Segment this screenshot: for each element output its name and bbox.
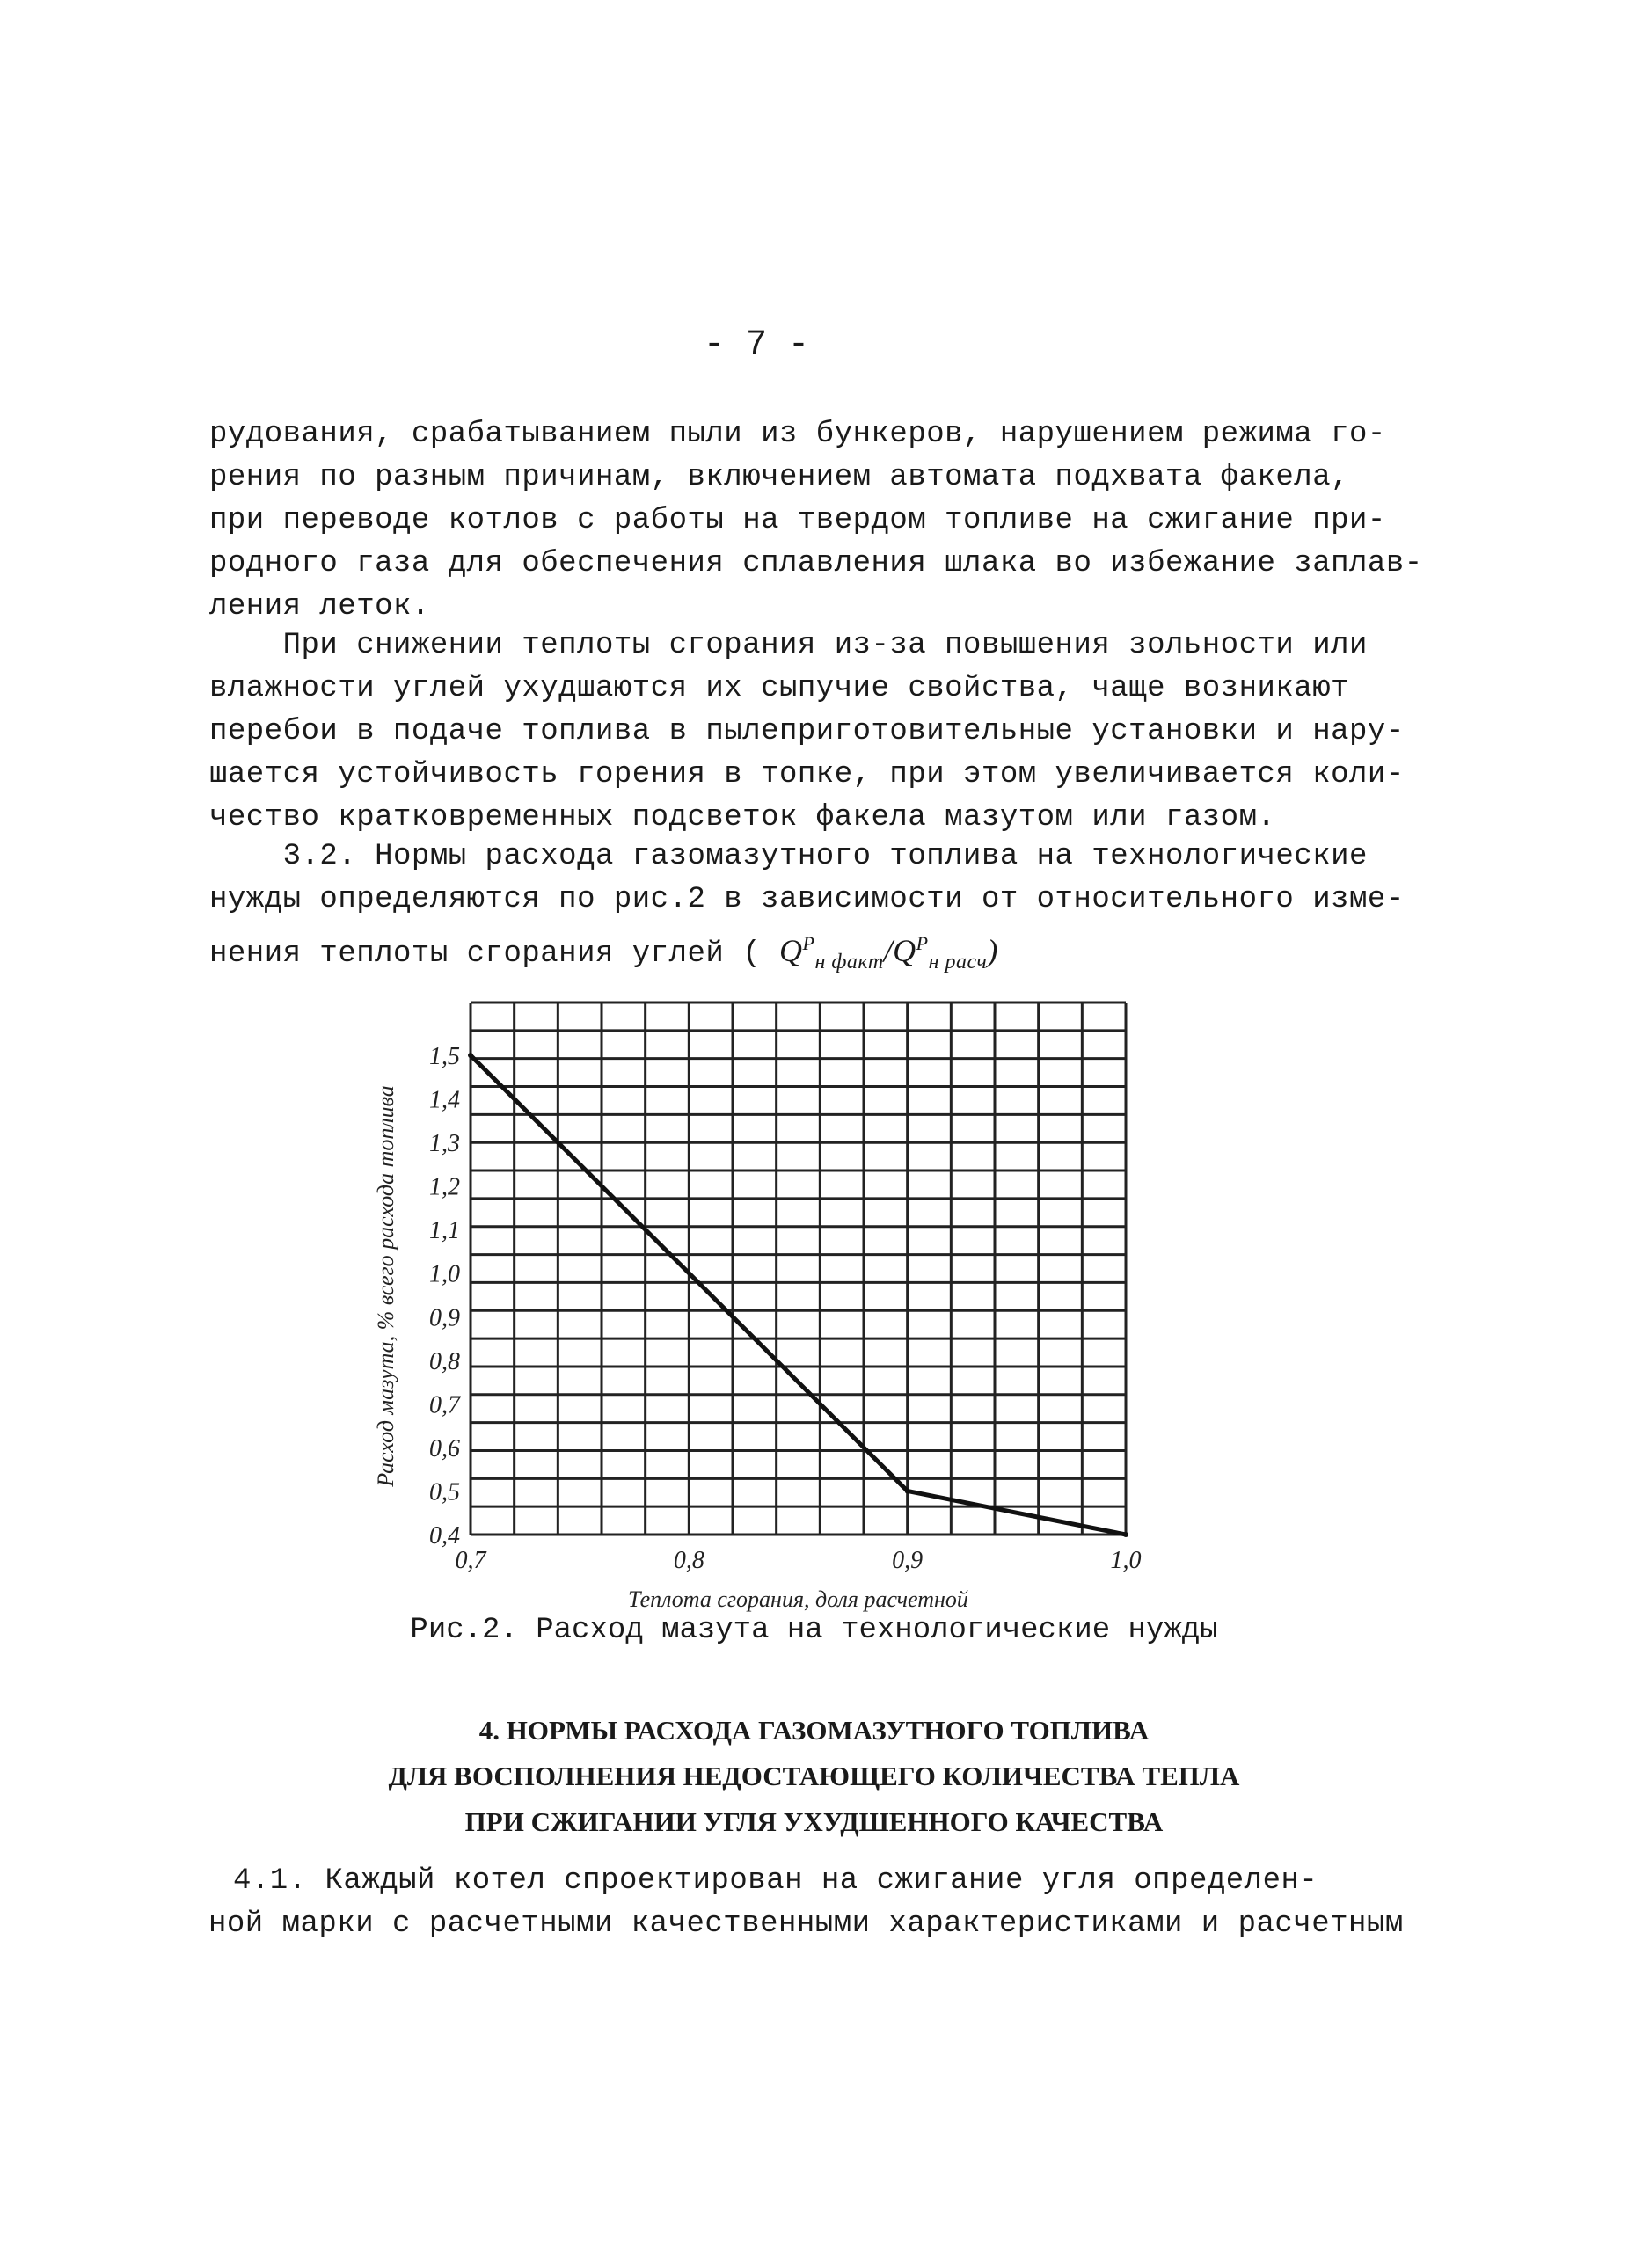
section-title-line: ПРИ СЖИГАНИИ УГЛЯ УХУДШЕННОГО КАЧЕСТВА [464,1806,1164,1837]
text-line: при переводе котлов с работы на твердом топливе на сжигание при- [209,504,1386,537]
paragraph-4 [208,1860,1404,1946]
y-tick-label: 0,9 [429,1304,460,1332]
section-title-line: ДЛЯ ВОСПОЛНЕНИЯ НЕДОСТАЮЩЕГО КОЛИЧЕСТВА ТЕПЛА [388,1761,1240,1791]
formula-sub-1: н факт [814,951,884,974]
y-tick-label: 1,5 [429,1043,460,1070]
text-line: 3.2. Нормы расхода газомазутного топлива на технологические [209,840,1368,873]
section-title [0,1708,1628,1845]
formula-q-2: Q [893,933,916,968]
y-tick-label: 1,0 [429,1260,460,1288]
x-tick-label: 0,8 [673,1547,704,1574]
text-line: шается устойчивость горения в топке, при этом увеличивается коли- [209,758,1405,791]
paragraph-1 [209,413,1423,629]
section-title-line: 4. НОРМЫ РАСХОДА ГАЗОМАЗУТНОГО ТОПЛИВА [478,1715,1150,1746]
y-tick-label: 1,2 [429,1173,460,1201]
y-tick-label: 0,6 [429,1434,460,1462]
text-line: При снижении теплоты сгорания из-за повышения зольности или [209,629,1368,662]
y-tick-label: 0,8 [429,1347,460,1375]
text-line: чество кратковременных подсветок факела мазутом или газом. [209,801,1276,835]
y-tick-label: 1,1 [429,1217,460,1245]
text-line: 4.1. Каждый котел спроектирован на сжигание угля определен- [233,1864,1318,1898]
x-tick-label: 1,0 [1110,1547,1142,1574]
x-axis-title: Теплота сгорания, доля расчетной [628,1586,968,1612]
paragraph-3 [209,835,1405,984]
y-tick-label: 0,7 [429,1391,460,1419]
figure-caption: Рис.2. Расход мазута на технологические нужды [410,1614,1218,1647]
text-line: ления леток. [209,590,430,624]
x-tick-label: 0,7 [455,1547,486,1574]
text-line-with-formula [209,922,1405,984]
formula-q: Q [779,933,803,968]
x-tick-label: 0,9 [892,1547,924,1574]
formula [779,932,998,974]
text-line: нужды определяются по рис.2 в зависимости от относительного изме- [209,883,1405,916]
paragraph-2 [209,624,1405,840]
text-line: ной марки с расчетными качественными характеристиками и расчетным [208,1907,1404,1941]
text-line: влажности углей ухудшаются их сыпучие свойства, чаще возникают [209,672,1350,705]
formula-sub-2: н расч [928,951,988,974]
text-line: рудования, срабатыванием пыли из бункеров, нарушением режима го- [209,418,1386,451]
text-line: перебои в подаче топлива в пылеприготовительные установки и нару- [209,715,1405,748]
y-tick-label: 0,5 [429,1478,460,1506]
formula-sup: P [802,932,815,954]
y-tick-label: 1,4 [429,1086,460,1114]
formula-sup-2: P [916,932,929,954]
text-line: родного газа для обеспечения сплавления шлака во избежание заплав- [209,547,1423,580]
y-tick-label: 1,3 [429,1130,460,1158]
formula-slash: / [883,933,894,968]
data-point [468,1053,473,1058]
formula-close: ) [987,933,998,968]
data-point [905,1488,910,1493]
page-number: - 7 - [703,325,810,365]
y-axis-title: Расход мазута, % всего расхода топлива [373,1085,398,1487]
text-line: рения по разным причинам, включением автомата подхвата факела, [209,461,1350,494]
data-series-line [471,1055,1126,1535]
data-point [1123,1532,1128,1537]
y-tick-label: 0,4 [429,1522,460,1550]
text-fragment: нения теплоты сгорания углей ( [209,937,780,971]
